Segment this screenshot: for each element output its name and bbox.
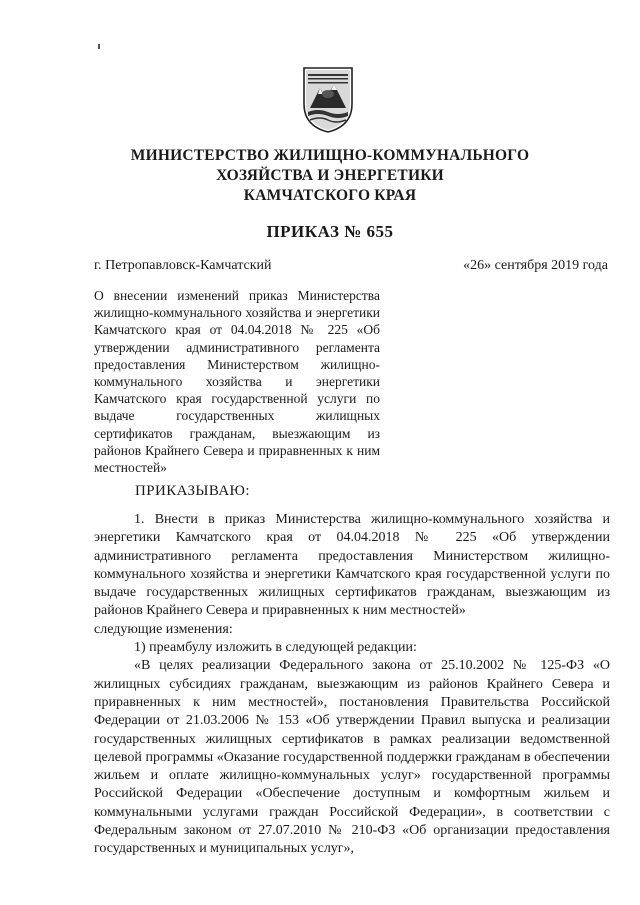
paragraph-1-tail: следующие изменения: xyxy=(94,621,233,637)
scan-speck xyxy=(98,44,100,49)
ministry-line-2: ХОЗЯЙСТВА И ЭНЕРГЕТИКИ xyxy=(216,167,444,184)
order-word: ПРИКАЗЫВАЮ: xyxy=(135,483,250,499)
ministry-line-1: МИНИСТЕРСТВО ЖИЛИЩНО-КОММУНАЛЬНОГО xyxy=(130,147,530,164)
coat-of-arms-icon xyxy=(300,64,356,134)
ministry-line-3: КАМЧАТСКОГО КРАЯ xyxy=(243,187,417,204)
paragraph-2: 1) преамбулу изложить в следующей редакции: xyxy=(134,640,417,656)
paragraph-3: «В целях реализации Федерального закона от 25.10.2002 № 125-ФЗ «О жилищных субсидиях гражданам, выезжающим из районов Крайнего Севера и приравненных к ним местностей», постановления Правительства Российской Федерации от 21.03.2006 № 153 «Об утверждении Правил выпуска и реализации государственных жилищных сертификатов в рамках реализации ведомственной целевой программы «Оказание государственной поддержки гражданам в обеспечении жильем и оплате жилищно-коммунальных услуг» государственной программы Российской Федерации «Обеспечение доступным и комфортным жильем и коммунальными услугами граждан Российской Федерации», в соответствии с Федеральным законом от 27.07.2010 № 210-ФЗ «Об организации предоставления государственных и муниципальных услуг», xyxy=(94,658,610,857)
paragraph-1: 1. Внести в приказ Министерства жилищно-коммунального хозяйства и энергетики Камчатского края от 04.04.2018 № 225 «Об утверждении административного регламента предоставления Министерством жилищно-коммунального хозяйства и энергетики Камчатского края государственной услуги по выдаче государственных жилищных сертификатов гражданам, выезжающим из районов Крайнего Севера и приравненных к ним местностей» xyxy=(94,512,610,619)
order-place: г. Петропавловск-Камчатский xyxy=(94,258,272,273)
order-subject: О внесении изменений приказ Министерства жилищно-коммунального хозяйства и энергетики Камчатского края от 04.04.2018 № 225 «Об утверждении административного регламента предоставления Министерством жилищно-коммунального хозяйства и энергетики Камчатского края государственной услуги по выдаче государственных жилищных сертификатов гражданам, выезжающим из районов Крайнего Севера и приравненных к ним местностей» xyxy=(94,288,380,476)
order-body xyxy=(94,511,610,859)
order-title: ПРИКАЗ № 655 xyxy=(266,222,394,241)
ministry-name xyxy=(100,146,560,206)
order-date: «26» сентября 2019 года xyxy=(463,258,608,273)
